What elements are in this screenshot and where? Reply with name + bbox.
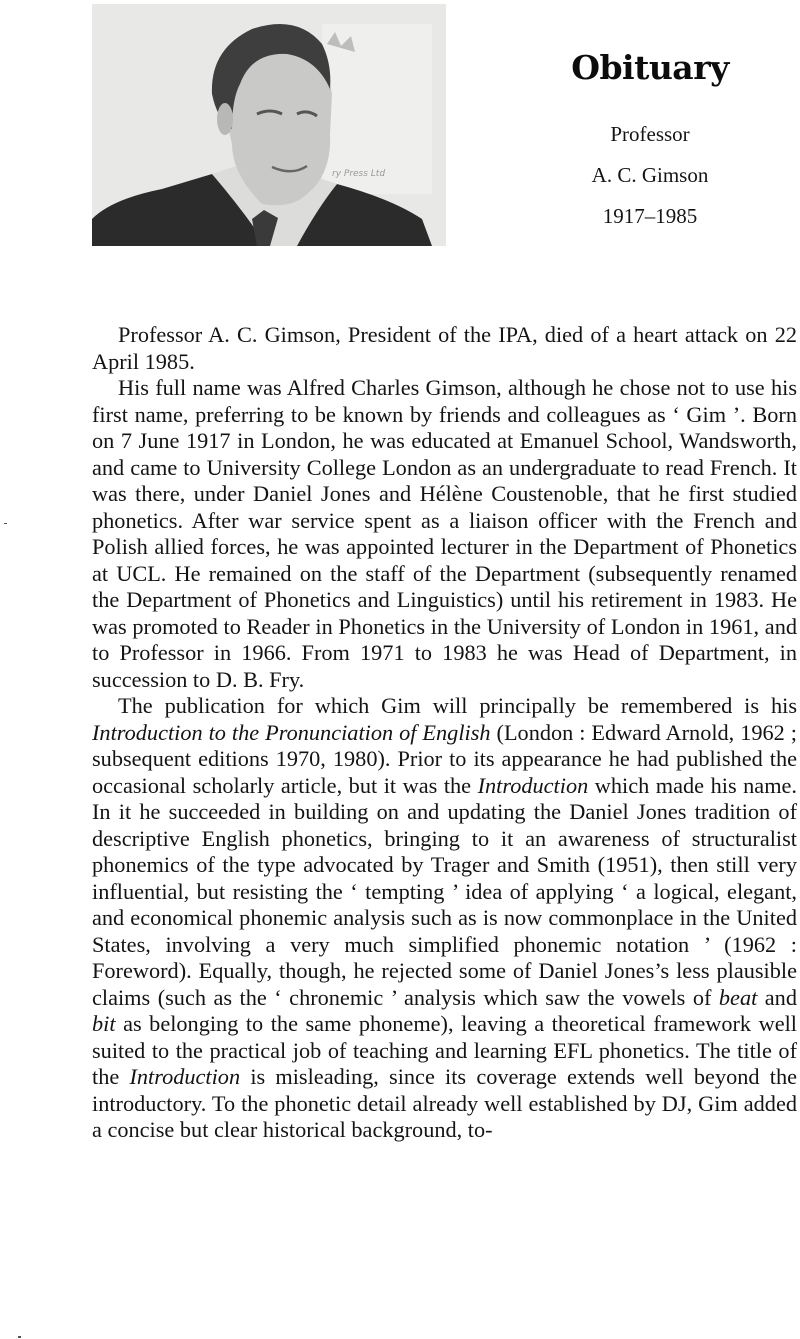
portrait-photo — [92, 4, 446, 246]
subtitle-rank: Professor — [610, 122, 690, 146]
italic-title-text: beat — [718, 984, 758, 1010]
body-text-segment: (London : Edward Arnold, 1962 ; subsequent editions 1970, 1980). Prior to its appearance he had published the occasional scholarly article, but it was the — [92, 719, 797, 798]
italic-title-text: Introduction — [129, 1064, 241, 1089]
portrait-icon — [92, 4, 446, 246]
paragraph — [92, 693, 797, 1144]
subtitle-name: A. C. Gimson — [591, 163, 709, 187]
svg-text:ry Press Ltd: ry Press Ltd — [332, 169, 386, 179]
scan-margin-mark — [4, 523, 7, 524]
body-text-segment: as belonging to the same phoneme), leaving a theoretical framework well suited to the practical job of teaching and learning EFL phonetics. The title of the — [92, 1011, 797, 1089]
italic-title-text: Introduction to the Pronunciation of English — [92, 719, 491, 745]
body-text-segment: The publication for which Gim will principally be remembered is his — [118, 693, 797, 718]
page-title: Obituary — [571, 48, 729, 87]
italic-title-text: bit — [92, 1011, 116, 1036]
scan-margin-mark — [18, 1336, 21, 1338]
obituary-body — [92, 322, 797, 1144]
body-text-segment: His full name was Alfred Charles Gimson, although he chose not to use his first name, preferring to be known by friends and colleagues as ‘ Gim ’. Born on 7 June 1917 in London, he was educated at Emanuel School, Wandsworth, and came to University College London as an undergraduate to read French. It was there, under Daniel Jones and Hélène Coustenoble, that he first studied phonetics. After war service spent as a liaison officer with the French and Polish allied forces, he was appointed lecturer in the Department of Phonetics at UCL. He remained on the staff of the Department (subsequently renamed the Department of Phonetics and Linguistics) until his retirement in 1983. He was promoted to Reader in Phonetics in the University of London in 1961, and to Professor in 1966. From 1971 to 1983 he was Head of Department, in succession to D. B. Fry. — [92, 375, 797, 692]
body-text-segment: which made his name. In it he succeeded in building on and updating the Daniel Jones tradition of descriptive English phonetics, bringing to it an awareness of structuralist phonemics of the type advocated by Trager and Smith (1951), then still very influential, but resisting the ‘ tempting ’ idea of applying ‘ a logical, elegant, and economical phonemic analysis such as is now commonplace in the United States, involving a very much simplified phonemic notation ’ (1962 : Foreword). Equally, though, he rejected some of Daniel Jones’s less plausible claims (such as the ‘ chronemic ’ analysis which saw the vowels of — [92, 772, 798, 1010]
paragraph — [92, 322, 797, 375]
subtitle-dates: 1917–1985 — [602, 204, 698, 228]
body-text-segment: and — [757, 984, 797, 1010]
body-text-segment: is misleading, since its coverage extends well beyond the introductory. To the phonetic detail already well established by DJ, Gim added a concise but clear historical background, to- — [92, 1064, 797, 1142]
italic-title-text: Introduction — [477, 772, 589, 798]
title-block — [520, 48, 780, 237]
body-text-segment: Professor A. C. Gimson, President of the IPA, died of a heart attack on 22 April 1985. — [92, 322, 797, 374]
paragraph — [92, 375, 797, 693]
